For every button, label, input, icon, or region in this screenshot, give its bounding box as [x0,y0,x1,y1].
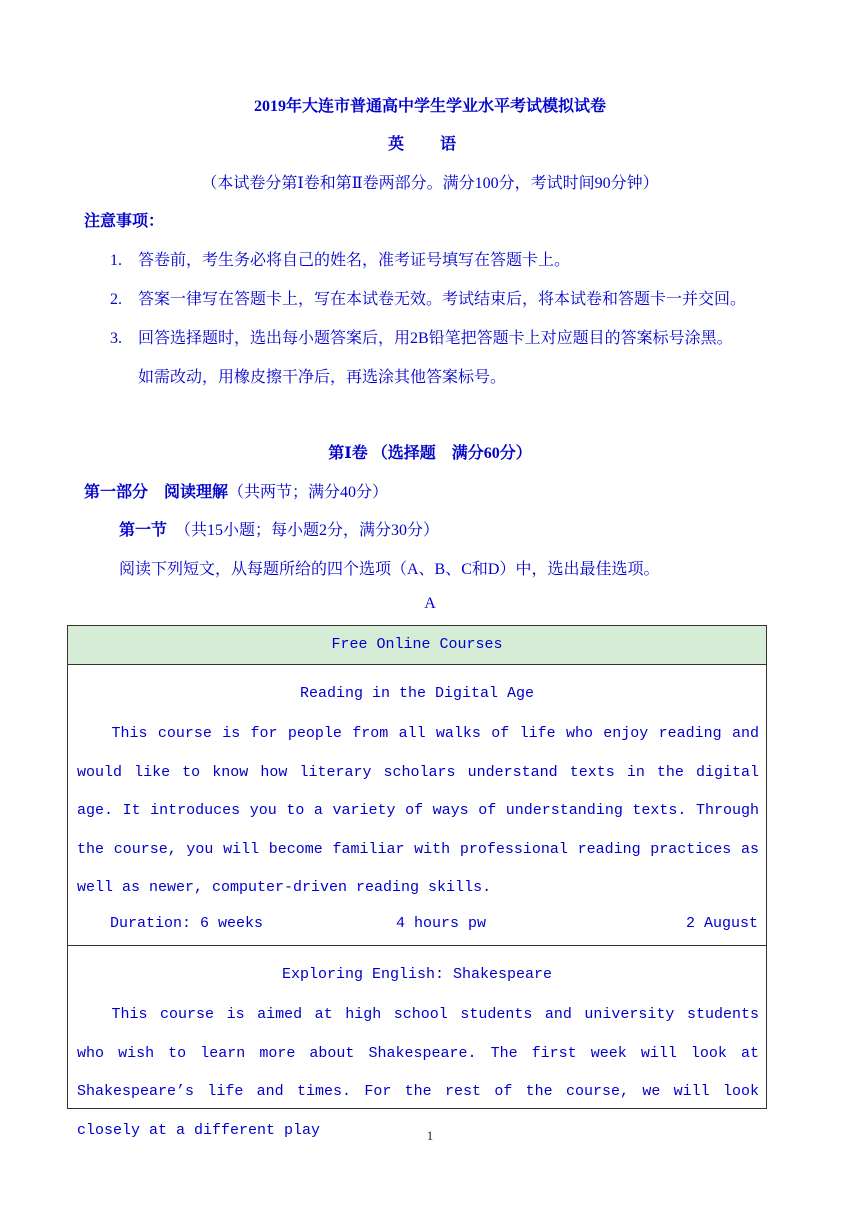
volume-title: 第Ⅰ卷 （选择题 满分60分） [328,445,532,462]
course-hours: 4 hours pw [396,915,487,932]
reading-instruction: 阅读下列短文，从每题所给的四个选项（A、B、C和D）中，选出最佳选项。 [119,561,660,578]
notice-heading: 注意事项： [84,213,165,230]
courses-table-header: Free Online Courses [68,626,766,665]
notice-item-number: 3. [110,330,122,347]
section-heading-rest: （共15小题；每小题2分，满分30分） [167,522,440,539]
course-title: Reading in the Digital Age [299,685,535,702]
section-heading [119,517,439,540]
exam-note: （本试卷分第Ⅰ卷和第Ⅱ卷两部分。满分100分，考试时间90分钟） [201,175,659,192]
course-description-text: This course is aimed at high school students and university students who wish to learn more about Shakespeare. The first week will look at Shakespeare’s life and times. For the rest of the course, we will look closely at a different play [77,1006,759,1139]
notice-item [110,247,570,270]
notice-item-number: 2. [110,291,122,308]
notice-item-number: 1. [110,252,122,269]
section-heading-bold: 第一节 [119,522,168,539]
course-duration: Duration: 6 weeks [110,915,264,932]
page-number: 1 [426,1128,434,1143]
course-title: Exploring English: Shakespeare [281,966,553,983]
notice-item-text: 如需改动，用橡皮擦干净后，再选涂其他答案标号。 [138,369,507,386]
exam-title: 2019年大连市普通高中学生学业水平考试模拟试卷 [253,98,606,115]
course-description [77,715,759,908]
exam-subject: 英 语 [387,136,472,153]
part-heading-rest: （共两节；满分40分） [228,484,389,501]
notice-item-text: 回答选择题时，选出每小题答案后，用2B铅笔把答题卡上对应题目的答案标号涂黑。 [138,330,733,347]
course-row [68,665,766,946]
course-start-date: 2 August [685,915,758,932]
notice-item [110,325,733,348]
passage-letter: A [424,595,436,612]
courses-table [67,625,767,1139]
notice-item-text: 答案一律写在答题卡上，写在本试卷无效。考试结束后，将本试卷和答题卡一并交回。 [138,291,747,308]
notice-item [110,364,506,387]
part-heading [84,479,388,502]
course-row [68,946,766,1139]
course-description-text: This course is for people from all walks of life who enjoy reading and would like to know how literary scholars understand texts in the digital age. It introduces you to a variety of ways of understanding texts. Through the course, you will become familiar with professional reading practices as well as newer, computer-driven reading skills. [77,725,759,897]
notice-item-text: 答卷前，考生务必将自己的姓名，准考证号填写在答题卡上。 [138,252,571,269]
notice-item [110,286,746,309]
part-heading-bold: 第一部分 阅读理解 [84,484,229,501]
